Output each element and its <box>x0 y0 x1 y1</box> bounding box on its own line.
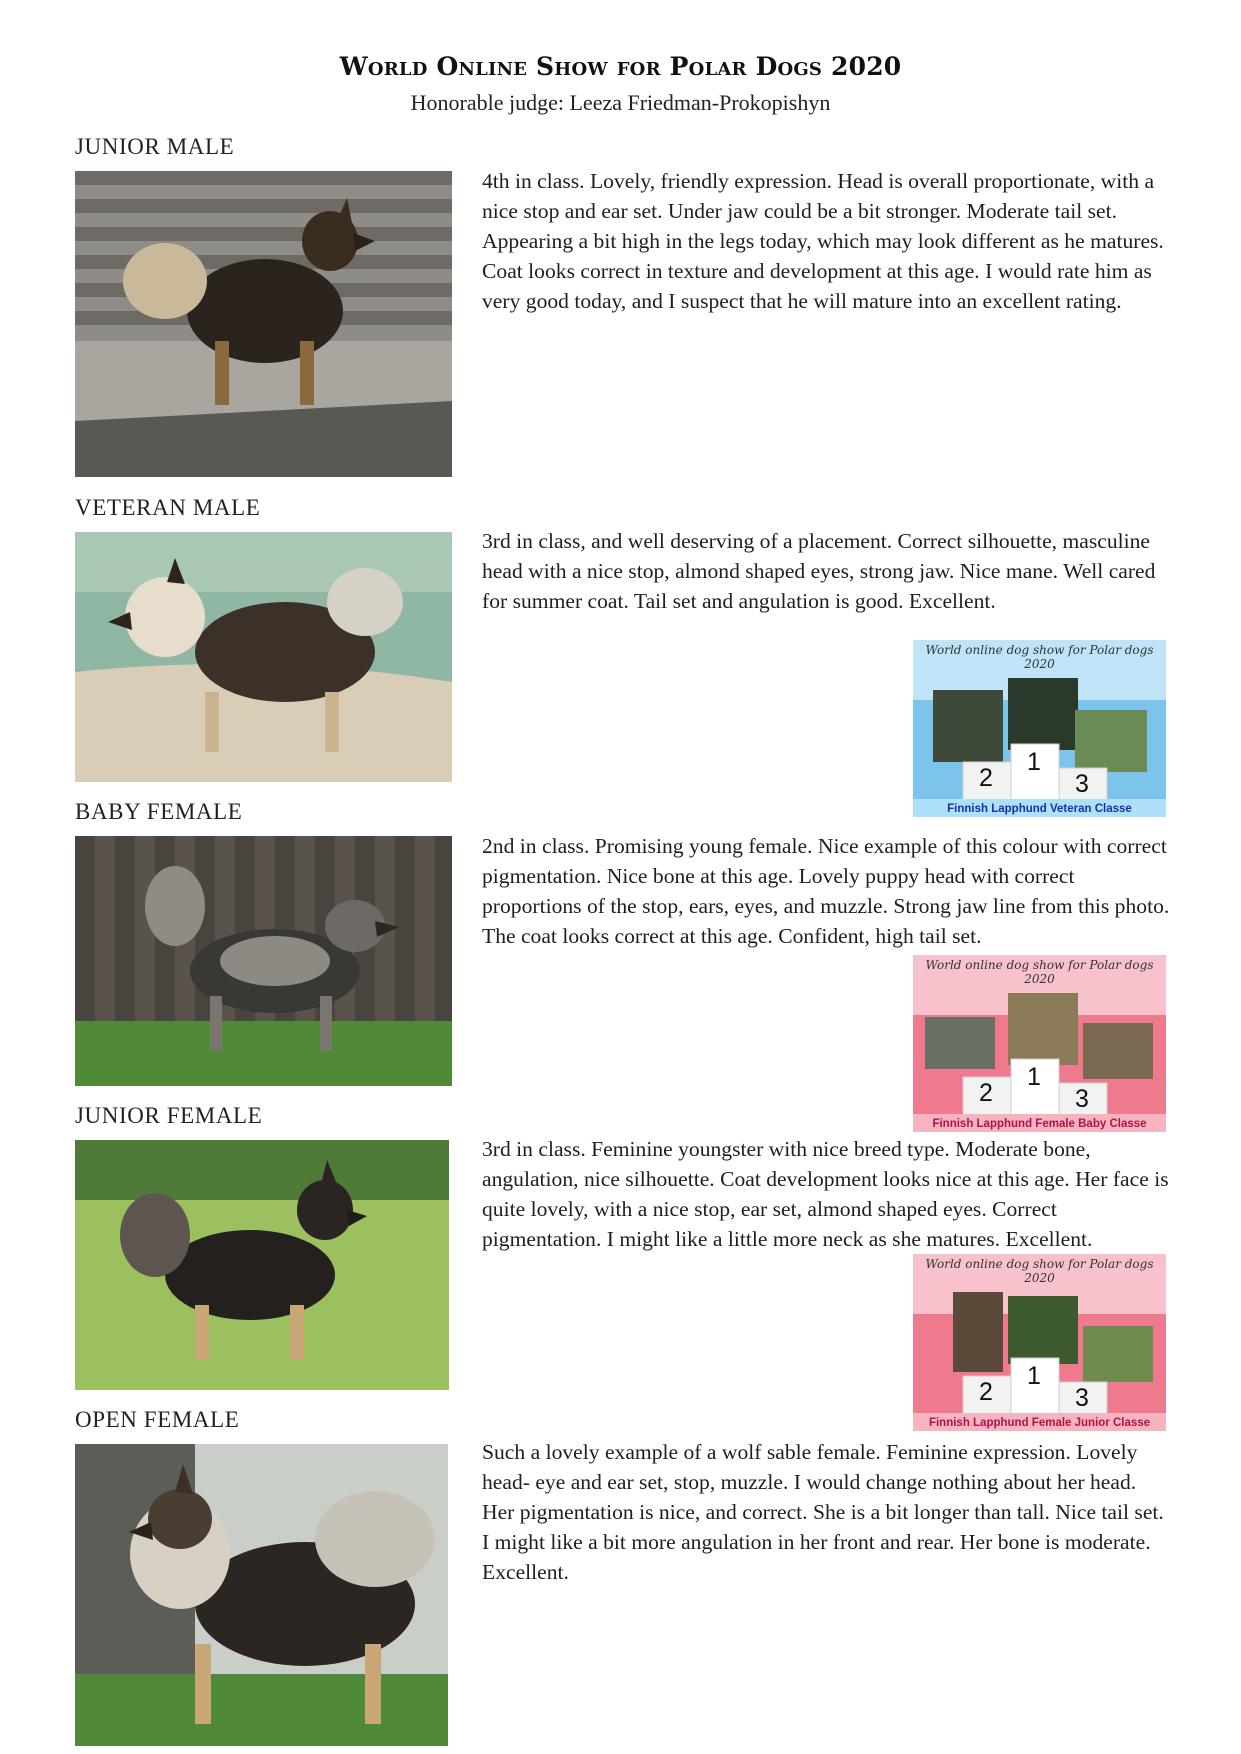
podium-place-1: 1 <box>1027 1362 1041 1390</box>
judge-line: Honorable judge: Leeza Friedman-Prokopishyn <box>410 90 831 115</box>
page-title: World Online Show for Polar Dogs 2020 <box>339 52 902 81</box>
podium-place-2: 2 <box>979 1378 993 1406</box>
podium-place-3: 3 <box>1075 770 1089 798</box>
podium-place-2: 2 <box>979 1079 993 1107</box>
critique-open-female: Such a lovely example of a wolf sable female. Feminine expression. Lovely head- eye and ear set, stop, muzzle. I would change nothing about her head. Her pigmentation is nice, and correct. She is a bit longer than tall. Nice tail set. I might like a bit more angulation in her front and rear. Her bone is moderate. Excellent. <box>482 1440 1164 1584</box>
dog-photo-junior-male <box>75 171 452 477</box>
podium-place-1: 1 <box>1027 1063 1041 1091</box>
podium-caption: Finnish Lapphund Female Junior Classe <box>928 1417 1151 1429</box>
podium-card-veteran <box>913 640 1166 817</box>
dog-photo-baby-female <box>75 836 452 1086</box>
class-label-junior-male: JUNIOR MALE <box>75 134 235 159</box>
critique-veteran-male: 3rd in class, and well deserving of a placement. Correct silhouette, masculine head with a nice stop, almond shaped eyes, strong jaw. Nice mane. Well cared for summer coat. Tail set and angulation is good. Excellent. <box>482 529 1156 613</box>
podium-title: World online dog show for Polar dogs 2020 <box>925 958 1154 986</box>
critique-junior-male: 4th in class. Lovely, friendly expression. Head is overall proportionate, with a nice stop and ear set. Under jaw could be a bit stronger. Moderate tail set. Appearing a bit high in the legs today, which may look different as he matures. Coat looks correct in texture and development at this age. I would rate him as very good today, and I suspect that he will mature into an excellent rating. <box>482 169 1164 313</box>
podium-card-junior-female <box>913 1254 1166 1431</box>
class-label-veteran-male: VETERAN MALE <box>75 495 261 520</box>
podium-title: World online dog show for Polar dogs 2020 <box>925 643 1154 671</box>
podium-place-3: 3 <box>1075 1384 1089 1412</box>
critique-baby-female: 2nd in class. Promising young female. Nice example of this colour with correct pigmentation. Nice bone at this age. Lovely puppy head with correct proportions of the stop, ears, eyes, and muzzle. Strong jaw line from this photo. The coat looks correct at this age. Confident, high tail set. <box>482 834 1170 948</box>
dog-photo-veteran-male <box>75 532 452 782</box>
class-label-baby-female: BABY FEMALE <box>75 799 243 824</box>
podium-place-2: 2 <box>979 764 993 792</box>
podium-place-3: 3 <box>1075 1085 1089 1113</box>
dog-photo-junior-female <box>75 1140 449 1390</box>
dog-photo-open-female <box>75 1444 448 1746</box>
podium-card-baby-female <box>913 955 1166 1132</box>
critique-junior-female: 3rd in class. Feminine youngster with nice breed type. Moderate bone, angulation, nice silhouette. Coat development looks nice at this age. Her face is quite lovely, with a nice stop, ear set, almond shaped eyes. Correct pigmentation. I might like a little more neck as she matures. Excellent. <box>482 1137 1169 1251</box>
podium-place-1: 1 <box>1027 748 1041 776</box>
podium-caption: Finnish Lapphund Female Baby Classe <box>932 1118 1147 1130</box>
class-label-junior-female: JUNIOR FEMALE <box>75 1103 263 1128</box>
podium-title: World online dog show for Polar dogs 2020 <box>925 1257 1154 1285</box>
class-label-open-female: OPEN FEMALE <box>75 1407 240 1432</box>
podium-caption: Finnish Lapphund Veteran Classe <box>947 803 1132 815</box>
